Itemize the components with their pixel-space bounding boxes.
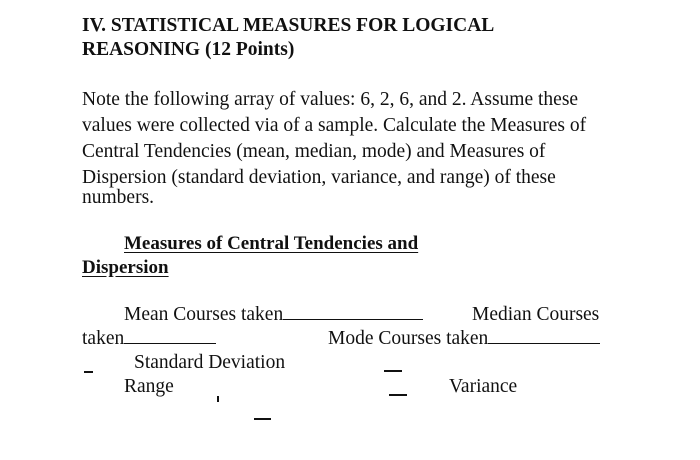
median-answer-blank[interactable] [124, 342, 216, 344]
variance-answer-blank[interactable] [384, 370, 402, 372]
variance-label: Variance [449, 376, 518, 397]
instructions-line-4: Dispersion (standard deviation, variance, and range) of these [82, 167, 556, 188]
instructions-line-3: Central Tendencies (mean, median, mode) and Measures of [82, 141, 546, 162]
std-dev-answer-blank[interactable] [84, 371, 93, 373]
mean-label: Mean Courses taken [124, 304, 284, 325]
mode-row [328, 327, 600, 351]
measures-heading-line-1: Measures of Central Tendencies and [124, 233, 419, 254]
variance-answer-blank-2[interactable] [389, 394, 407, 396]
median-label-part-1: Median Courses [472, 304, 600, 325]
range-answer-blank[interactable] [254, 418, 271, 420]
mean-row [124, 303, 423, 327]
median-label-part-2: taken [82, 328, 125, 349]
instructions-line-1: Note the following array of values: 6, 2, 6, and 2. Assume these [82, 89, 579, 110]
mode-answer-blank[interactable] [488, 342, 600, 344]
mean-answer-blank[interactable] [283, 318, 423, 320]
median-row [82, 327, 216, 351]
section-title-line-1: IV. STATISTICAL MEASURES FOR LOGICAL [82, 15, 495, 36]
std-dev-label: Standard Deviation [134, 352, 286, 373]
instructions-line-5: numbers. [82, 187, 155, 208]
instructions-line-2: values were collected via of a sample. Calculate the Measures of [82, 115, 587, 136]
range-answer-mark[interactable] [217, 396, 219, 402]
range-label: Range [124, 376, 174, 397]
mode-label: Mode Courses taken [328, 328, 489, 349]
measures-heading-line-2: Dispersion [82, 257, 169, 278]
section-title-line-2: REASONING (12 Points) [82, 39, 295, 60]
